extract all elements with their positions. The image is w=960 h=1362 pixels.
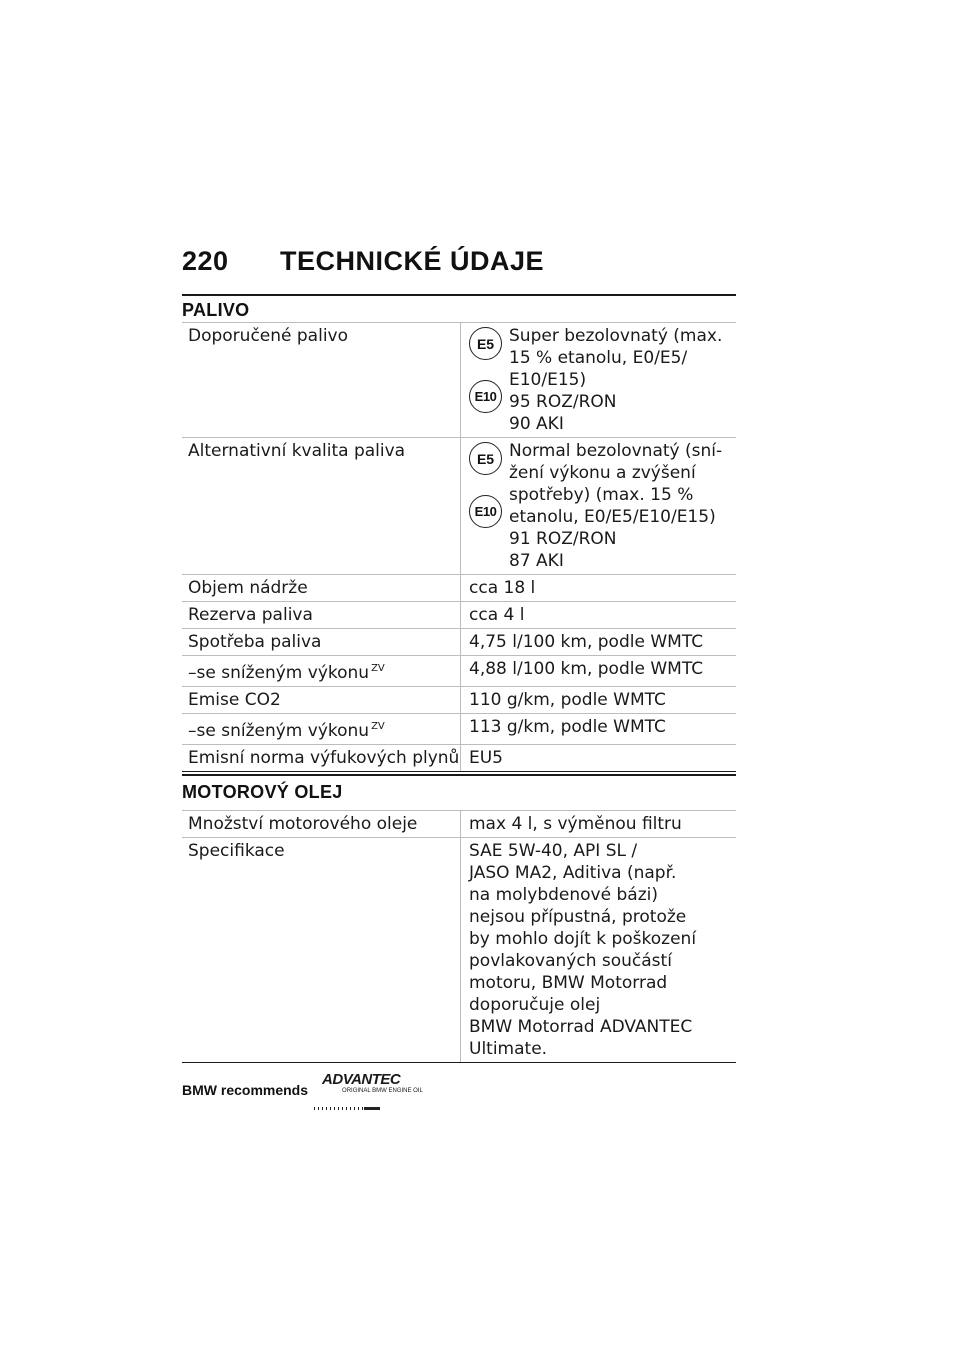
table-row (182, 575, 736, 602)
row-value: EU5 (461, 745, 737, 772)
page-number: 220 (182, 246, 229, 276)
advantec-logo-brand: ADVANTEC (322, 1071, 401, 1088)
row-label: –se sníženým výkonu $^{ZV}$ (182, 714, 461, 745)
logo-bar-icon (364, 1107, 380, 1110)
row-label: Doporučené palivo (182, 323, 461, 438)
fuel-section (182, 294, 736, 772)
row-value: 4,88 l/100 km, podle WMTC (461, 656, 737, 687)
row-label: Emise CO2 (182, 687, 461, 714)
zv-superscript: ZV (371, 721, 385, 732)
table-row (182, 629, 736, 656)
logo-stripe-icon (314, 1107, 364, 1110)
advantec-logo-subtitle: ORIGINAL BMW ENGINE OIL (342, 1088, 423, 1094)
row-value: cca 4 l (461, 602, 737, 629)
table-row (182, 323, 736, 438)
section-title-oil: MOTOROVÝ OLEJ (182, 774, 736, 810)
alternative-fuel-value: Normal bezolovnatý (sní- žení výkonu a zvýšení spotřeby) (max. 15 % etanolu, E0/E5/E10/E15) 91 ROZ/RON 87 AKI (509, 441, 723, 571)
e10-fuel-icon: E10 (469, 495, 502, 528)
row-label: Alternativní kvalita paliva (182, 438, 461, 575)
row-label: Rezerva paliva (182, 602, 461, 629)
fuel-table (182, 322, 736, 772)
row-value: 4,75 l/100 km, podle WMTC (461, 629, 737, 656)
row-value: 110 g/km, podle WMTC (461, 687, 737, 714)
e5-fuel-icon: E5 (469, 442, 502, 475)
table-row (182, 838, 736, 1063)
section-title-fuel: PALIVO (182, 294, 736, 322)
row-value: max 4 l, s výměnou filtru (461, 811, 737, 838)
oil-specification-value: SAE 5W-40, API SL / JASO MA2, Aditiva (např. na molybdenové bázi) nejsou přípustná, protože by mohlo dojít k poškození povlakovaných součástí motoru, BMW Motorrad doporučuje olej BMW Motorrad ADVANTEC Ultimate. (461, 838, 737, 1063)
table-row (182, 438, 736, 575)
row-label: Emisní norma výfukových plynů (182, 745, 461, 772)
zv-superscript: ZV (371, 663, 385, 674)
table-row (182, 687, 736, 714)
table-row (182, 745, 736, 772)
row-label: Množství motorového oleje (182, 811, 461, 838)
page-header (182, 246, 544, 277)
chapter-title: TECHNICKÉ ÚDAJE (280, 246, 545, 276)
footer (182, 1071, 423, 1114)
oil-table (182, 810, 736, 1063)
table-row (182, 811, 736, 838)
row-value: cca 18 l (461, 575, 737, 602)
table-row (182, 714, 736, 745)
row-label: Spotřeba paliva (182, 629, 461, 656)
recommended-fuel-value: Super bezolovnatý (max. 15 % etanolu, E0/E5/ E10/E15) 95 ROZ/RON 90 AKI (509, 326, 723, 434)
table-row (182, 602, 736, 629)
advantec-logo (314, 1071, 423, 1114)
row-label: –se sníženým výkonu $^{ZV}$ (182, 656, 461, 687)
bmw-recommends-label: BMW recommends (182, 1082, 309, 1098)
oil-section (182, 774, 736, 1063)
row-label: Objem nádrže (182, 575, 461, 602)
e10-fuel-icon: E10 (469, 380, 502, 413)
table-row (182, 656, 736, 687)
e5-fuel-icon: E5 (469, 327, 502, 360)
row-value: 113 g/km, podle WMTC (461, 714, 737, 745)
row-label: Specifikace (182, 838, 461, 1063)
